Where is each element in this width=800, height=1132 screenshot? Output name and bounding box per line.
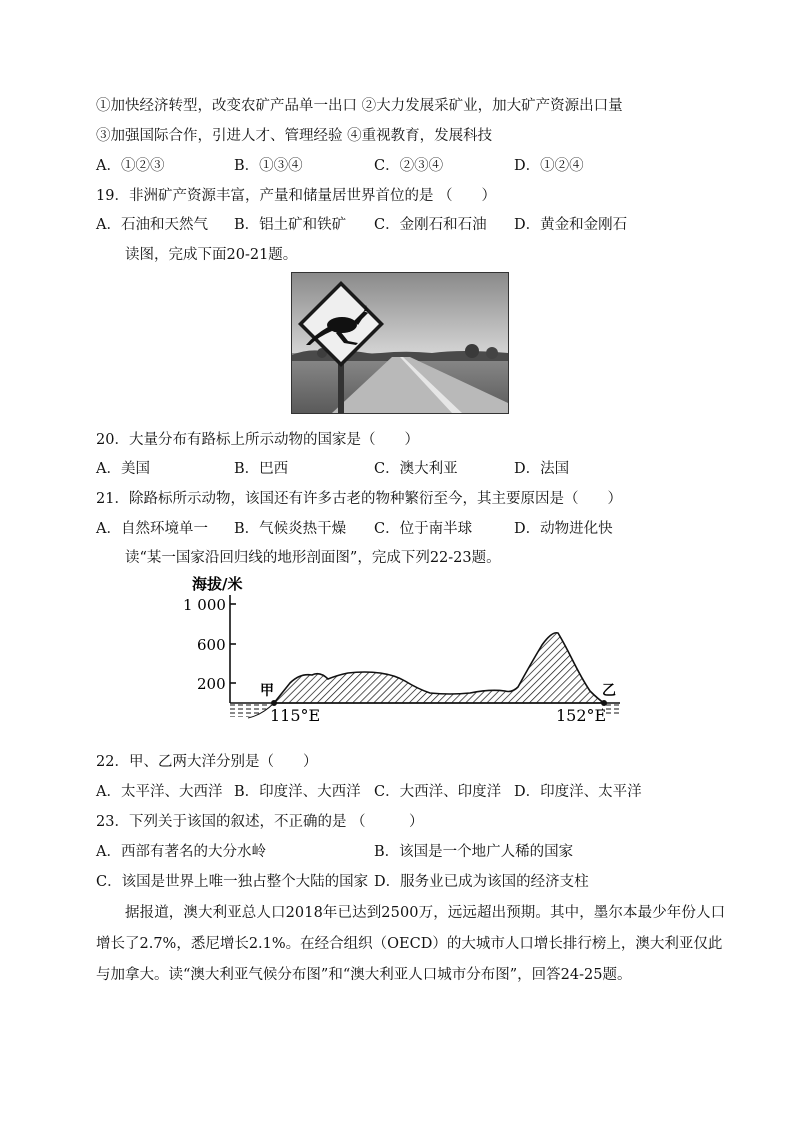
- tick-200: 200: [197, 675, 226, 693]
- intro-22-23: 读“某一国家沿回归线的地形剖面图”，完成下列22-23题。: [125, 550, 501, 566]
- passage-line3: 与加拿大。读“澳大利亚气候分布图”和“澳大利亚人口城市分布图”，回答24-25题。: [96, 967, 632, 983]
- q18-option-b: B．①③④: [234, 158, 303, 174]
- q18-option-a: A．①②③: [96, 158, 165, 174]
- label-yi: 乙: [602, 683, 616, 699]
- q23-option-b: B．该国是一个地广人稀的国家: [374, 844, 574, 860]
- q22-option-d: D．印度洋、太平洋: [514, 784, 642, 800]
- q23-option-a: A．西部有著名的大分水岭: [96, 844, 266, 860]
- profile-ylabel: 海拔/米: [192, 575, 243, 593]
- label-115e: 115°E: [270, 706, 321, 725]
- q23-option-d: D．服务业已成为该国的经济支柱: [374, 874, 589, 890]
- q19-option-d: D．黄金和金刚石: [514, 217, 628, 233]
- q21-option-d: D．动物进化快: [514, 521, 613, 537]
- tick-1000: 1 000: [183, 596, 226, 614]
- q18-option-c: C．②③④: [374, 158, 444, 174]
- q19-option-b: B．铝土矿和铁矿: [234, 217, 347, 233]
- q21-stem: 21．除路标所示动物，该国还有许多古老的物种繁衍至今，其主要原因是（ ）: [96, 491, 622, 507]
- q20-option-b: B．巴西: [234, 461, 289, 477]
- q22-option-c: C．大西洋、印度洋: [374, 784, 502, 800]
- q23-option-c: C．该国是世界上唯一独占整个大陆的国家: [96, 874, 369, 890]
- q19-option-a: A．石油和天然气: [96, 217, 208, 233]
- q22-stem: 22．甲、乙两大洋分别是（ ）: [96, 754, 318, 770]
- kangaroo-sign-photo: [291, 272, 509, 414]
- q20-option-d: D．法国: [514, 461, 570, 477]
- label-jia: 甲: [260, 683, 274, 699]
- q20-stem: 20．大量分布有路标上所示动物的国家是（ ）: [96, 432, 419, 448]
- passage-line2: 增长了2.7%，悉尼增长2.1%。在经合组织（OECD）的大城市人口增长排行榜上，澳大利亚仅此: [96, 936, 723, 952]
- label-152e: 152°E: [556, 706, 607, 725]
- q20-option-c: C．澳大利亚: [374, 461, 458, 477]
- q19-option-c: C．金刚石和石油: [374, 217, 487, 233]
- q21-option-c: C．位于南半球: [374, 521, 473, 537]
- q20-option-a: A．美国: [96, 461, 150, 477]
- q21-option-a: A．自然环境单一: [96, 521, 208, 537]
- q19-stem: 19．非洲矿产资源丰富，产量和储量居世界首位的是 （ ）: [96, 188, 497, 204]
- q18-statements-line1: ①加快经济转型，改变农矿产品单一出口 ②大力发展采矿业，加大矿产资源出口量: [96, 98, 623, 114]
- tick-600: 600: [197, 636, 226, 654]
- q22-option-a: A．太平洋、大西洋: [96, 784, 223, 800]
- q18-option-d: D．①②④: [514, 158, 584, 174]
- intro-20-21: 读图，完成下面20-21题。: [125, 247, 298, 263]
- passage-line1: 据报道，澳大利亚总人口2018年已达到2500万，远远超出预期。其中，墨尔本最少年份人口: [125, 905, 726, 921]
- q22-option-b: B．印度洋、大西洋: [234, 784, 361, 800]
- q23-stem: 23．下列关于该国的叙述，不正确的是 （ ）: [96, 814, 424, 830]
- q18-statements-line2: ③加强国际合作，引进人才、管理经验 ④重视教育，发展科技: [96, 128, 493, 144]
- q21-option-b: B．气候炎热干燥: [234, 521, 347, 537]
- terrain-profile-diagram: [183, 575, 640, 725]
